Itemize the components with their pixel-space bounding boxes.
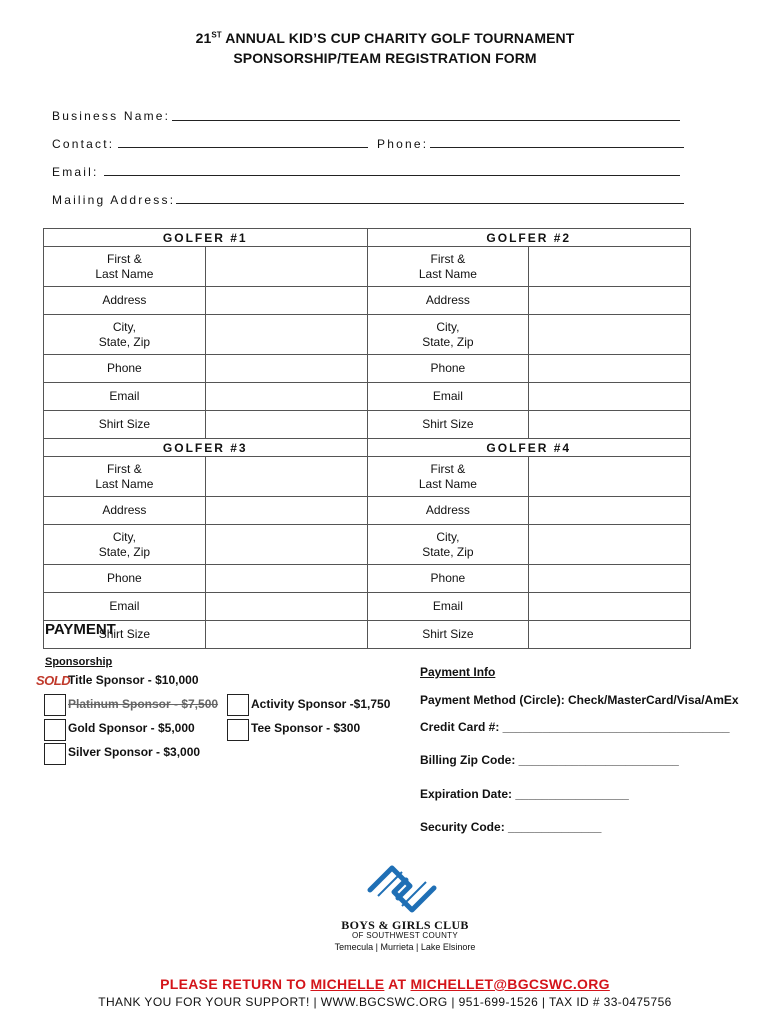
golfer-4-shirt-field[interactable] — [529, 621, 691, 649]
phone-label: Phone — [367, 565, 529, 593]
golfer-3-city-field[interactable] — [205, 525, 367, 565]
form-subtitle: SPONSORSHIP/TEAM REGISTRATION FORM — [233, 50, 537, 66]
name-label: First & Last Name — [367, 457, 529, 497]
golfer-1-name-field[interactable] — [205, 247, 367, 287]
shirt-size-label: Shirt Size — [367, 621, 529, 649]
business-name-label: Business Name: — [52, 109, 171, 123]
email-label: Email: — [52, 165, 99, 179]
return-prefix: PLEASE RETURN TO — [160, 976, 307, 992]
address-label: Address — [367, 497, 529, 525]
email-label: Email — [367, 593, 529, 621]
mailing-address-field[interactable] — [176, 203, 684, 204]
city-label: City, State, Zip — [44, 525, 206, 565]
golfer-3-shirt-field[interactable] — [205, 621, 367, 649]
silver-sponsor-checkbox[interactable] — [44, 743, 66, 765]
golfer-3-address-field[interactable] — [205, 497, 367, 525]
email-field[interactable] — [104, 175, 680, 176]
name-label: First & Last Name — [367, 247, 529, 287]
phone-field[interactable] — [430, 147, 684, 148]
phone-label: Phone: — [377, 137, 429, 151]
club-locations: Temecula | Murrieta | Lake Elsinore — [334, 942, 476, 952]
club-name: BOYS & GIRLS CLUB — [341, 918, 469, 932]
payment-heading: PAYMENT — [45, 621, 116, 638]
name-label: First & Last Name — [44, 247, 206, 287]
title-line1: ANNUAL KID’S CUP CHARITY GOLF TOURNAMENT — [225, 30, 575, 46]
golfer-2-phone-field[interactable] — [529, 355, 691, 383]
address-label: Address — [44, 497, 206, 525]
billing-zip-line[interactable]: Billing Zip Code: ________________________ — [420, 753, 679, 767]
sold-stamp: SOLD — [36, 673, 71, 688]
return-at: AT — [388, 976, 407, 992]
contact-field[interactable] — [118, 147, 368, 148]
golfer-4-address-field[interactable] — [529, 497, 691, 525]
golfer-4-name-field[interactable] — [529, 457, 691, 497]
expiration-date-line[interactable]: Expiration Date: _________________ — [420, 787, 629, 801]
golfer-1-email-field[interactable] — [205, 383, 367, 411]
golfer-4-city-field[interactable] — [529, 525, 691, 565]
golfer-1-phone-field[interactable] — [205, 355, 367, 383]
golfer-4-email-field[interactable] — [529, 593, 691, 621]
golfer-3-header: GOLFER #3 — [44, 439, 368, 457]
golfer-table — [43, 228, 691, 649]
tee-sponsor-checkbox[interactable] — [227, 719, 249, 741]
return-instructions — [0, 976, 770, 992]
address-label: Address — [367, 287, 529, 315]
golfer-2-name-field[interactable] — [529, 247, 691, 287]
title-sponsor-option: Title Sponsor - $10,000 — [68, 673, 199, 687]
club-subtitle: OF SOUTHWEST COUNTY — [352, 931, 458, 940]
golfer-3-email-field[interactable] — [205, 593, 367, 621]
security-code-line[interactable]: Security Code: ______________ — [420, 820, 602, 834]
shirt-size-label: Shirt Size — [44, 621, 206, 649]
golfer-1-city-field[interactable] — [205, 315, 367, 355]
city-label: City, State, Zip — [44, 315, 206, 355]
boys-girls-club-logo-icon — [362, 860, 442, 918]
payment-info-heading: Payment Info — [420, 665, 496, 679]
email-label: Email — [367, 383, 529, 411]
golfer-3-phone-field[interactable] — [205, 565, 367, 593]
email-label: Email — [44, 383, 206, 411]
city-label: City, State, Zip — [367, 525, 529, 565]
footer-thanks: THANK YOU FOR YOUR SUPPORT! | WWW.BGCSWC.ORG | 951-699-1526 | TAX ID # 33-0475756 — [98, 995, 672, 1009]
platinum-sponsor-option: Platinum Sponsor - $7,500 — [68, 697, 219, 711]
mailing-address-label: Mailing Address: — [52, 193, 176, 207]
shirt-size-label: Shirt Size — [367, 411, 529, 439]
golfer-4-header: GOLFER #4 — [367, 439, 691, 457]
return-email-link[interactable]: MICHELLET@BGCSWC.ORG — [410, 976, 610, 992]
platinum-sponsor-checkbox[interactable] — [44, 694, 66, 716]
email-label: Email — [44, 593, 206, 621]
name-label: First & Last Name — [44, 457, 206, 497]
payment-method-line: Payment Method (Circle): Check/MasterCard/Visa/AmEx — [420, 693, 739, 707]
golfer-2-shirt-field[interactable] — [529, 411, 691, 439]
gold-sponsor-checkbox[interactable] — [44, 719, 66, 741]
address-label: Address — [44, 287, 206, 315]
title-ordinal: ST — [211, 30, 222, 40]
city-label: City, State, Zip — [367, 315, 529, 355]
golfer-1-header: GOLFER #1 — [44, 229, 368, 247]
title-number: 21 — [195, 30, 212, 46]
return-name: MICHELLE — [310, 976, 385, 992]
business-name-field[interactable] — [172, 120, 680, 121]
tee-sponsor-option: Tee Sponsor - $300 — [251, 721, 361, 735]
activity-sponsor-checkbox[interactable] — [227, 694, 249, 716]
gold-sponsor-option: Gold Sponsor - $5,000 — [68, 721, 195, 735]
golfer-1-address-field[interactable] — [205, 287, 367, 315]
credit-card-line[interactable]: Credit Card #: __________________________________ — [420, 720, 730, 734]
golfer-2-address-field[interactable] — [529, 287, 691, 315]
activity-sponsor-option: Activity Sponsor -$1,750 — [251, 697, 391, 711]
golfer-1-shirt-field[interactable] — [205, 411, 367, 439]
phone-label: Phone — [44, 565, 206, 593]
golfer-2-header: GOLFER #2 — [367, 229, 691, 247]
form-title — [0, 30, 770, 46]
phone-label: Phone — [44, 355, 206, 383]
golfer-3-name-field[interactable] — [205, 457, 367, 497]
silver-sponsor-option: Silver Sponsor - $3,000 — [68, 745, 201, 759]
phone-label: Phone — [367, 355, 529, 383]
golfer-4-phone-field[interactable] — [529, 565, 691, 593]
shirt-size-label: Shirt Size — [44, 411, 206, 439]
golfer-2-email-field[interactable] — [529, 383, 691, 411]
golfer-2-city-field[interactable] — [529, 315, 691, 355]
sponsorship-heading: Sponsorship — [45, 656, 113, 668]
contact-label: Contact: — [52, 137, 115, 151]
